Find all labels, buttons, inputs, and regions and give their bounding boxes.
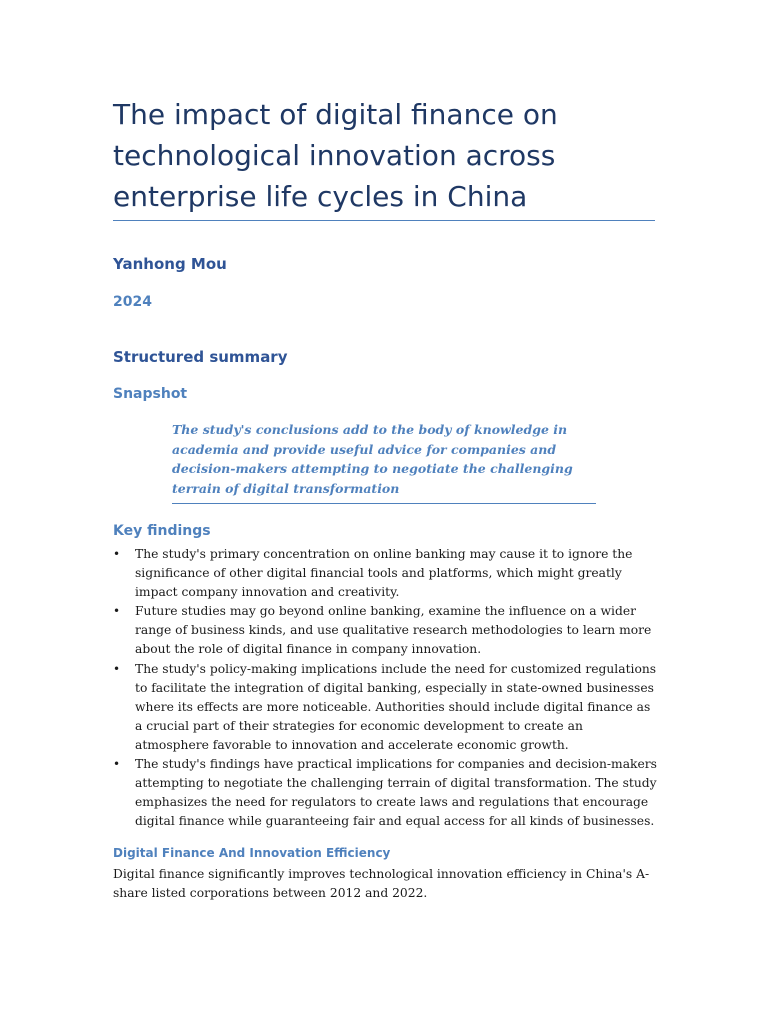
bullet-icon: • [113,547,121,561]
structured-summary-heading: Structured summary [113,348,288,366]
finding-text: The study's findings have practical implications for companies and decision-makers attempting to negotiate the challenging terrain of digital transformation. The study emphasizes the need for regulators to create laws and regulations that encourage digital finance while guaranteeing fair and equal access for all kinds of businesses. [135,757,657,829]
key-findings-list [113,545,658,831]
snapshot-quote: The study's conclusions add to the body of knowledge in academia and provide useful advice for companies and decision-makers attempting to negotiate the challenging terrain of digital transformation [172,420,596,504]
digital-finance-paragraph: Digital finance significantly improves technological innovation efficiency in China's A-share listed corporations between 2012 and 2022. [113,867,650,901]
finding-text: The study's policy-making implications include the need for customized regulations to facilitate the integration of digital banking, especially in state-owned businesses where its effects are more noticeable. Authorities should include digital finance as a crucial part of their strategies for economic development to create an atmosphere favorable to innovation and accelerate economic growth. [135,661,657,752]
key-findings-heading: Key findings [113,523,211,539]
digital-finance-heading: Digital Finance And Innovation Efficiency [113,846,391,860]
list-item [113,602,658,659]
bullet-icon: • [113,661,121,676]
bullet-icon: • [113,604,121,619]
list-item [113,545,658,602]
publication-year: 2024 [113,294,152,310]
snapshot-heading: Snapshot [113,386,188,402]
bullet-icon: • [113,757,121,772]
list-item [113,755,658,831]
document-title: The impact of digital finance on technological innovation across enterprise life cycles in China [113,98,558,213]
author-name: Yanhong Mou [113,255,227,273]
finding-text: Future studies may go beyond online banking, examine the influence on a wider range of business kinds, and use qualitative research methodologies to learn more about the role of digital finance in company innovation. [135,604,652,657]
finding-text: The study's primary concentration on online banking may cause it to ignore the significance of other digital financial tools and platforms, which might greatly impact company innovation and creativity. [135,547,633,600]
title-divider [113,220,655,221]
list-item [113,660,658,755]
